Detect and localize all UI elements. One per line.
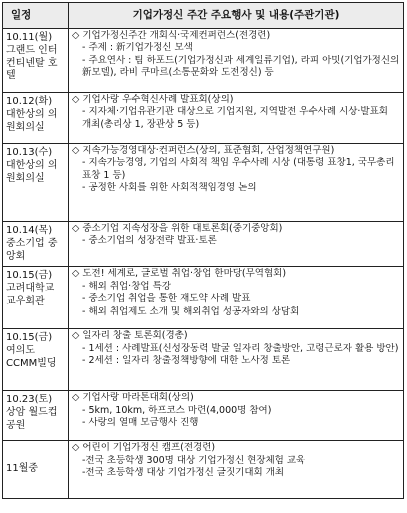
event-detail: - 중소기업 취업을 통한 재도약 사례 발표 (82, 293, 251, 305)
content-cell (69, 267, 404, 329)
table-row (3, 441, 404, 499)
event-date: 10.23(토) (6, 394, 53, 406)
event-venue: 고려대학교 교우회관 (6, 283, 55, 307)
diamond-bullet-icon: ◇ (72, 392, 80, 404)
schedule-table (2, 2, 404, 499)
event-venue: 대한상의 의원회의실 (6, 108, 58, 133)
date-cell (3, 391, 69, 441)
event-title: 중소기업 지속성장을 위한 대토론회(중기중앙회) (82, 223, 283, 234)
content-cell (69, 144, 404, 222)
event-detail: - 해외 취업제도 소개 및 해외취업 성공자와의 상담회 (82, 305, 300, 317)
event-venue: 그랜드 인터컨티넨탈 호텔 (6, 44, 58, 82)
event-title: 기업가정신주간 개회식·국제컨퍼런스(전경련) (82, 30, 271, 41)
schedule-document (2, 2, 403, 510)
date-cell (3, 222, 69, 267)
event-date: 11월중 (6, 463, 39, 475)
event-title: 기업사랑 우수혁신사례 발표회(상의) (82, 94, 234, 105)
event-title: 어린이 기업가정신 캠프(전경련) (82, 442, 216, 454)
event-detail: -전국 초등학생 대상 기업가정신 글짓기대회 개최 (82, 467, 285, 479)
event-date: 10.12(화) (6, 96, 53, 107)
event-detail: - 지자체·기업유관기관 대상으로 기업지원, 지역발전 우수사례 시상·발표회 개최(총리상 1, 장관상 5 등) (82, 106, 388, 130)
header-content: 기업가정신 주간 주요행사 및 내용(주관기관) (69, 3, 404, 29)
table-row (3, 222, 404, 267)
event-detail: - 주요연사 : 팀 하포드(기업가정신과 세계일류기업), 라피 아밋(기업가정신의 新모델), 라비 쿠마르(소통문화와 도전정신) 등 (82, 54, 400, 79)
event-detail: - 공정한 사회를 위한 사회적책임경영 논의 (82, 182, 257, 194)
table-row (3, 391, 404, 441)
event-detail: - 사랑의 열매 모금행사 진행 (82, 417, 199, 429)
date-cell (3, 93, 69, 144)
event-detail: - 주제 : 新기업가정신 모색 (82, 42, 193, 54)
event-detail: -전국 초등학생 300명 대상 기업가정신 현장체험 교육 (82, 454, 306, 466)
event-date: 10.11(월) (6, 32, 53, 43)
content-cell (69, 222, 404, 267)
content-cell (69, 329, 404, 391)
diamond-bullet-icon: ◇ (72, 30, 80, 41)
table-row (3, 329, 404, 391)
diamond-bullet-icon: ◇ (72, 223, 80, 234)
event-title: 지속가능경영대상·컨퍼런스(상의, 표준협회, 산업정책연구원) (82, 145, 335, 156)
event-detail: - 5km, 10km, 하프코스 마련(4,000명 참여) (82, 404, 272, 416)
event-date: 10.15(금) (6, 270, 53, 282)
event-date: 10.14(목) (6, 225, 53, 236)
diamond-bullet-icon: ◇ (72, 442, 80, 454)
event-venue: 중소기업 중앙회 (6, 237, 58, 262)
diamond-bullet-icon: ◇ (72, 268, 80, 280)
table-row (3, 93, 404, 144)
event-detail: - 2세션 : 일자리 창출정책방향에 대한 노사정 토론 (82, 355, 291, 367)
content-cell (69, 29, 404, 93)
diamond-bullet-icon: ◇ (72, 145, 80, 156)
event-venue: 상암 월드컵공원 (6, 407, 58, 431)
date-cell (3, 441, 69, 499)
date-cell (3, 144, 69, 222)
event-title: 기업사랑 마라톤대회(상의) (82, 392, 194, 404)
event-date: 10.15(금) (6, 332, 53, 344)
date-cell (3, 329, 69, 391)
date-cell (3, 267, 69, 329)
diamond-bullet-icon: ◇ (72, 330, 80, 342)
event-detail: - 해외 취업·창업 특강 (82, 280, 171, 292)
content-cell (69, 391, 404, 441)
event-detail: - 중소기업의 성장전략 발표·토론 (82, 235, 217, 247)
header-date: 일정 (3, 3, 69, 29)
table-row (3, 144, 404, 222)
event-title: 도전! 세계로, 글로벌 취업·창업 한마당(무역협회) (82, 268, 287, 280)
content-cell (69, 441, 404, 499)
event-venue: 대한상의 의원회의실 (6, 159, 58, 184)
date-cell (3, 29, 69, 93)
event-title: 일자리 창출 토론회(경총) (82, 330, 188, 342)
event-venue: 여의도 CCMM빌딩 (6, 345, 57, 369)
event-detail: - 1세션 : 사례발표(신성장동력 발굴 일자리 창출방안, 고령근로자 활용 방안) (82, 342, 399, 354)
content-cell (69, 93, 404, 144)
table-header-row (3, 3, 404, 29)
table-row (3, 29, 404, 93)
diamond-bullet-icon: ◇ (72, 94, 80, 105)
table-row (3, 267, 404, 329)
event-date: 10.13(수) (6, 147, 53, 158)
event-detail: - 지속가능경영, 기업의 사회적 책임 우수사례 시상 (대통령 표창1, 국무총리 표창 1 등) (82, 157, 395, 181)
